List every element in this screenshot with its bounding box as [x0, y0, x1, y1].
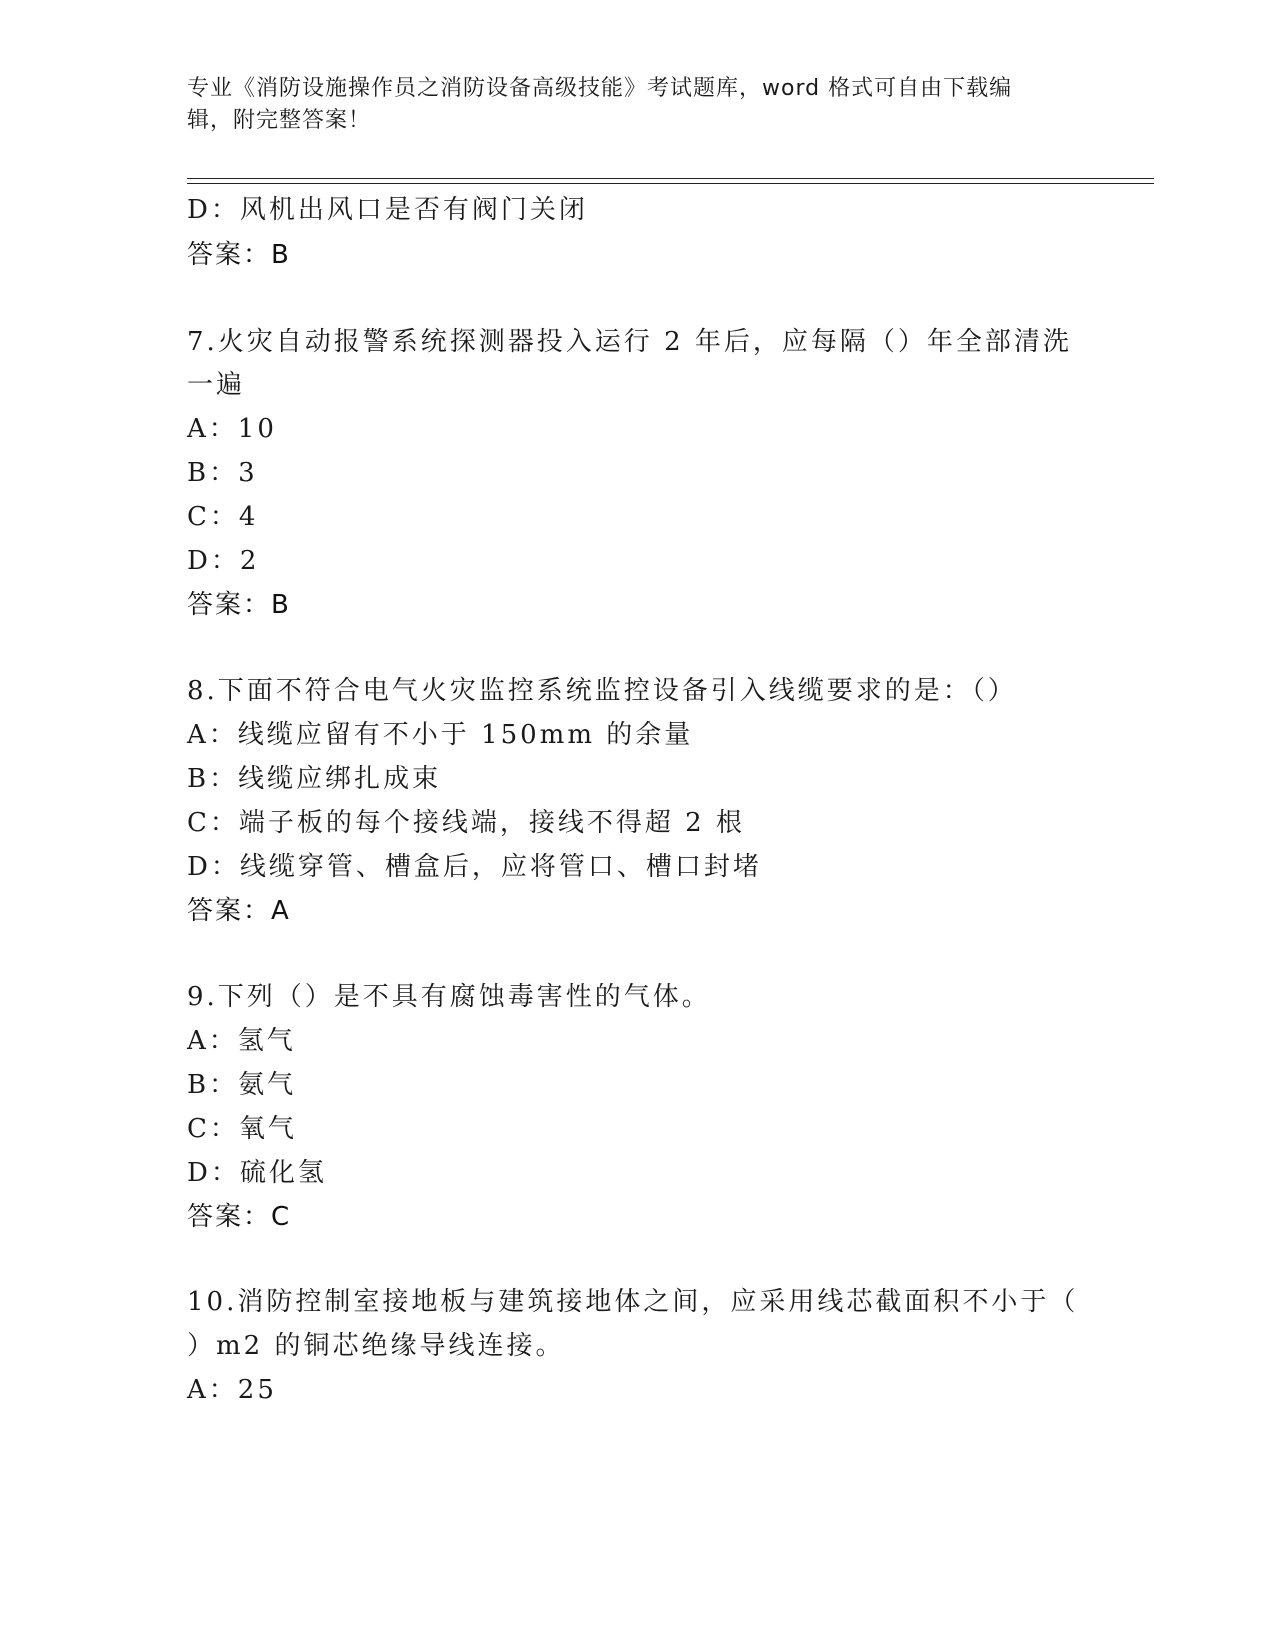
- header-divider-top: [187, 178, 1154, 179]
- q9-option-b: B：氨气: [187, 1070, 297, 1100]
- q9-option-a: A：氢气: [187, 1026, 296, 1056]
- carryover-answer: 答案：B: [187, 240, 291, 270]
- q8-option-b: B：线缆应绑扎成束: [187, 764, 442, 794]
- q7-stem-line-2: 一遍: [187, 370, 246, 400]
- q9-answer: 答案：C: [187, 1202, 292, 1232]
- q9-option-c: C：氧气: [187, 1114, 297, 1144]
- q9-option-d: D：硫化氢: [187, 1158, 327, 1188]
- q9-stem-line-1: 9.下列（）是不具有腐蚀毒害性的气体。: [187, 982, 711, 1012]
- q10-stem-line-1: 10.消防控制室接地板与建筑接地体之间，应采用线芯截面积不小于（: [187, 1287, 1079, 1317]
- q10-stem-line-2: ）m2 的铜芯绝缘导线连接。: [187, 1331, 565, 1361]
- q7-answer: 答案：B: [187, 590, 291, 620]
- header-line-2: 辑，附完整答案！: [187, 108, 372, 133]
- q8-stem-line-1: 8.下面不符合电气火灾监控系统监控设备引入线缆要求的是：（）: [187, 676, 1017, 706]
- q7-stem-line-1: 7.火灾自动报警系统探测器投入运行 2 年后，应每隔（）年全部清洗: [187, 327, 1072, 357]
- q8-option-c: C：端子板的每个接线端，接线不得超 2 根: [187, 808, 745, 838]
- q7-option-d: D：2: [187, 546, 260, 576]
- header-line-1: 专业《消防设施操作员之消防设备高级技能》考试题库，word 格式可自由下载编: [187, 76, 1013, 101]
- q10-option-a: A：25: [187, 1375, 277, 1405]
- document-header: [187, 73, 1087, 137]
- q7-option-c: C：4: [187, 502, 259, 532]
- q8-option-d: D：线缆穿管、槽盒后，应将管口、槽口封堵: [187, 852, 762, 882]
- q7-option-b: B：3: [187, 458, 258, 488]
- q8-answer: 答案：A: [187, 896, 291, 926]
- q8-option-a: A：线缆应留有不小于 150mm 的余量: [187, 720, 694, 750]
- header-divider-bottom: [187, 183, 1154, 184]
- q7-option-a: A：10: [187, 414, 277, 444]
- carryover-option-d: D：风机出风口是否有阀门关闭: [187, 195, 588, 225]
